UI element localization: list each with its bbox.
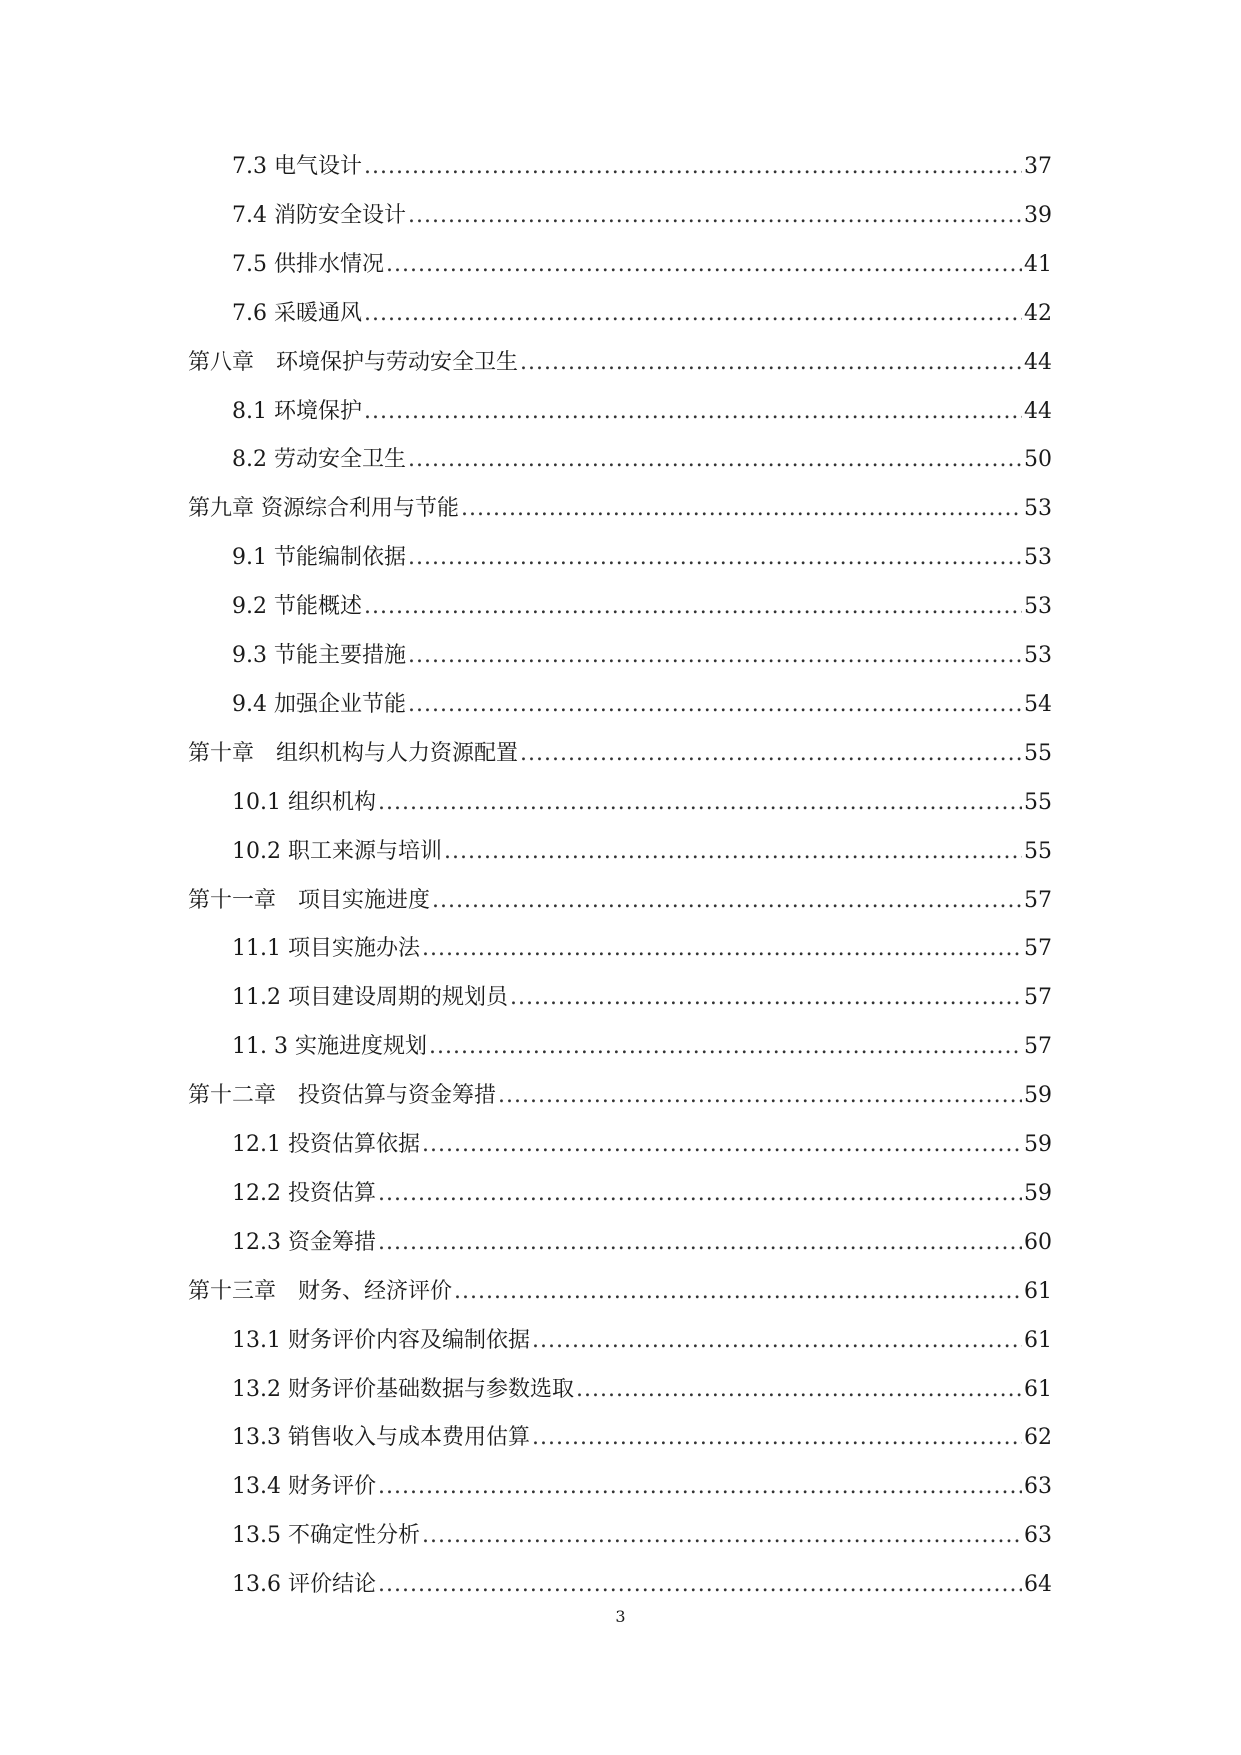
toc-dot-leader bbox=[408, 543, 1022, 573]
toc-section-entry[interactable] bbox=[232, 837, 1052, 867]
toc-section-entry[interactable] bbox=[232, 1130, 1052, 1160]
toc-section-entry[interactable] bbox=[232, 445, 1052, 475]
toc-entry-page-number: 62 bbox=[1024, 1425, 1052, 1451]
toc-entry-label: 11.2 项目建设周期的规划员 bbox=[232, 985, 508, 1011]
toc-dot-leader bbox=[386, 250, 1022, 280]
toc-section-entry[interactable] bbox=[232, 1423, 1052, 1453]
toc-entry-label: 7.6 采暖通风 bbox=[232, 300, 362, 326]
toc-section-entry[interactable] bbox=[232, 1228, 1052, 1258]
toc-dot-leader bbox=[520, 739, 1022, 769]
toc-entry-page-number: 44 bbox=[1024, 349, 1052, 375]
toc-dot-leader bbox=[408, 641, 1022, 671]
toc-section-entry[interactable] bbox=[232, 250, 1052, 280]
toc-entry-page-number: 59 bbox=[1024, 1180, 1052, 1206]
toc-dot-leader bbox=[364, 592, 1022, 622]
toc-dot-leader bbox=[576, 1375, 1022, 1405]
toc-entry-label: 9.4 加强企业节能 bbox=[232, 691, 406, 717]
toc-section-entry[interactable] bbox=[232, 1326, 1052, 1356]
toc-entry-page-number: 57 bbox=[1024, 887, 1052, 913]
toc-section-entry[interactable] bbox=[232, 1032, 1052, 1062]
toc-entry-label: 9.3 节能主要措施 bbox=[232, 643, 406, 668]
toc-entry-page-number: 54 bbox=[1024, 691, 1052, 717]
toc-dot-leader bbox=[444, 837, 1022, 867]
toc-section-entry[interactable] bbox=[232, 1521, 1052, 1551]
toc-entry-page-number: 41 bbox=[1024, 251, 1052, 277]
toc-entry-page-number: 60 bbox=[1024, 1229, 1052, 1255]
toc-dot-leader bbox=[532, 1326, 1022, 1356]
toc-chapter-entry[interactable] bbox=[188, 886, 1052, 916]
toc-entry-page-number: 53 bbox=[1024, 545, 1052, 571]
toc-entry-label: 13.4 财务评价 bbox=[232, 1474, 376, 1500]
toc-dot-leader bbox=[378, 1472, 1022, 1502]
toc-entry-label: 第十一章 项目实施进度 bbox=[188, 887, 431, 913]
toc-entry-label: 10.2 职工来源与培训 bbox=[232, 838, 442, 864]
page-number: 3 bbox=[615, 1607, 626, 1626]
toc-entry-page-number: 44 bbox=[1024, 398, 1052, 424]
toc-section-entry[interactable] bbox=[232, 543, 1052, 573]
toc-entry-label: 13.1 财务评价内容及编制依据 bbox=[232, 1327, 530, 1353]
toc-entry-page-number: 57 bbox=[1024, 1034, 1052, 1060]
toc-section-entry[interactable] bbox=[232, 299, 1052, 329]
toc-entry-page-number: 55 bbox=[1024, 789, 1052, 815]
toc-section-entry[interactable] bbox=[232, 397, 1052, 427]
toc-entry-page-number: 55 bbox=[1024, 740, 1052, 766]
toc-entry-page-number: 63 bbox=[1024, 1523, 1052, 1549]
toc-dot-leader bbox=[364, 152, 1022, 182]
toc-dot-leader bbox=[408, 445, 1022, 475]
toc-section-entry[interactable] bbox=[232, 983, 1052, 1013]
toc-entry-label: 8.1 环境保护 bbox=[232, 398, 362, 424]
toc-entry-page-number: 53 bbox=[1024, 496, 1052, 522]
toc-entry-page-number: 59 bbox=[1024, 1132, 1052, 1157]
toc-dot-leader bbox=[408, 690, 1022, 720]
toc-dot-leader bbox=[461, 494, 1022, 524]
toc-entry-label: 7.3 电气设计 bbox=[232, 154, 362, 179]
toc-entry-page-number: 42 bbox=[1024, 300, 1052, 326]
toc-dot-leader bbox=[364, 397, 1022, 427]
toc-entry-label: 13.5 不确定性分析 bbox=[232, 1523, 420, 1549]
toc-dot-leader bbox=[378, 1570, 1022, 1600]
toc-section-entry[interactable] bbox=[232, 201, 1052, 231]
toc-entry-label: 7.5 供排水情况 bbox=[232, 251, 384, 277]
toc-chapter-entry[interactable] bbox=[188, 739, 1052, 769]
toc-dot-leader bbox=[510, 983, 1022, 1013]
toc-entry-label: 9.2 节能概述 bbox=[232, 594, 362, 620]
toc-chapter-entry[interactable] bbox=[188, 494, 1052, 524]
toc-entry-label: 11.1 项目实施办法 bbox=[232, 936, 420, 962]
toc-section-entry[interactable] bbox=[232, 690, 1052, 720]
toc-entry-label: 13.3 销售收入与成本费用估算 bbox=[232, 1425, 530, 1451]
toc-entry-page-number: 39 bbox=[1024, 202, 1052, 228]
toc-entry-page-number: 37 bbox=[1024, 154, 1052, 179]
toc-section-entry[interactable] bbox=[232, 934, 1052, 964]
toc-entry-page-number: 53 bbox=[1024, 643, 1052, 668]
toc-entry-label: 13.6 评价结论 bbox=[232, 1572, 376, 1598]
toc-entry-label: 12.3 资金筹措 bbox=[232, 1229, 376, 1255]
toc-dot-leader bbox=[422, 1130, 1022, 1160]
toc-entry-page-number: 53 bbox=[1024, 594, 1052, 620]
toc-section-entry[interactable] bbox=[232, 152, 1052, 182]
toc-entry-label: 8.2 劳动安全卫生 bbox=[232, 447, 406, 473]
toc-section-entry[interactable] bbox=[232, 641, 1052, 671]
toc-chapter-entry[interactable] bbox=[188, 348, 1052, 378]
toc-dot-leader bbox=[378, 788, 1022, 818]
toc-section-entry[interactable] bbox=[232, 1570, 1052, 1600]
toc-dot-leader bbox=[408, 201, 1022, 231]
toc-section-entry[interactable] bbox=[232, 1179, 1052, 1209]
toc-entry-label: 第九章 资源综合利用与节能 bbox=[188, 496, 459, 522]
toc-entry-label: 12.1 投资估算依据 bbox=[232, 1132, 420, 1157]
toc-dot-leader bbox=[422, 934, 1022, 964]
toc-entry-page-number: 64 bbox=[1024, 1572, 1052, 1598]
toc-entry-page-number: 50 bbox=[1024, 447, 1052, 473]
toc-dot-leader bbox=[432, 886, 1022, 916]
toc-dot-leader bbox=[454, 1277, 1022, 1307]
toc-section-entry[interactable] bbox=[232, 592, 1052, 622]
toc-entry-label: 第十章 组织机构与人力资源配置 bbox=[188, 740, 519, 766]
toc-entry-page-number: 63 bbox=[1024, 1474, 1052, 1500]
toc-entry-label: 11. 3 实施进度规划 bbox=[232, 1034, 427, 1060]
toc-dot-leader bbox=[378, 1179, 1022, 1209]
toc-entry-label: 第十二章 投资估算与资金筹措 bbox=[188, 1083, 497, 1109]
toc-dot-leader bbox=[429, 1032, 1022, 1062]
toc-dot-leader bbox=[520, 348, 1022, 378]
toc-section-entry[interactable] bbox=[232, 788, 1052, 818]
toc-dot-leader bbox=[364, 299, 1022, 329]
toc-entry-page-number: 59 bbox=[1024, 1083, 1052, 1109]
toc-entry-label: 7.4 消防安全设计 bbox=[232, 202, 406, 228]
toc-entry-label: 第十三章 财务、经济评价 bbox=[188, 1278, 453, 1304]
toc-entry-label: 第八章 环境保护与劳动安全卫生 bbox=[188, 349, 519, 375]
toc-entry-page-number: 61 bbox=[1024, 1327, 1052, 1353]
toc-dot-leader bbox=[422, 1521, 1022, 1551]
toc-section-entry[interactable] bbox=[232, 1375, 1052, 1405]
toc-chapter-entry[interactable] bbox=[188, 1277, 1052, 1307]
toc-entry-label: 9.1 节能编制依据 bbox=[232, 545, 406, 571]
toc-entry-page-number: 57 bbox=[1024, 985, 1052, 1011]
toc-dot-leader bbox=[532, 1423, 1022, 1453]
toc-section-entry[interactable] bbox=[232, 1472, 1052, 1502]
toc-entry-label: 13.2 财务评价基础数据与参数选取 bbox=[232, 1376, 574, 1402]
toc-entry-page-number: 61 bbox=[1024, 1376, 1052, 1402]
toc-chapter-entry[interactable] bbox=[188, 1081, 1052, 1111]
toc-dot-leader bbox=[498, 1081, 1022, 1111]
toc-dot-leader bbox=[378, 1228, 1022, 1258]
toc-entry-page-number: 55 bbox=[1024, 838, 1052, 864]
toc-entry-label: 12.2 投资估算 bbox=[232, 1180, 376, 1206]
toc-entry-label: 10.1 组织机构 bbox=[232, 789, 376, 815]
toc-entry-page-number: 57 bbox=[1024, 936, 1052, 962]
toc-entry-page-number: 61 bbox=[1024, 1278, 1052, 1304]
